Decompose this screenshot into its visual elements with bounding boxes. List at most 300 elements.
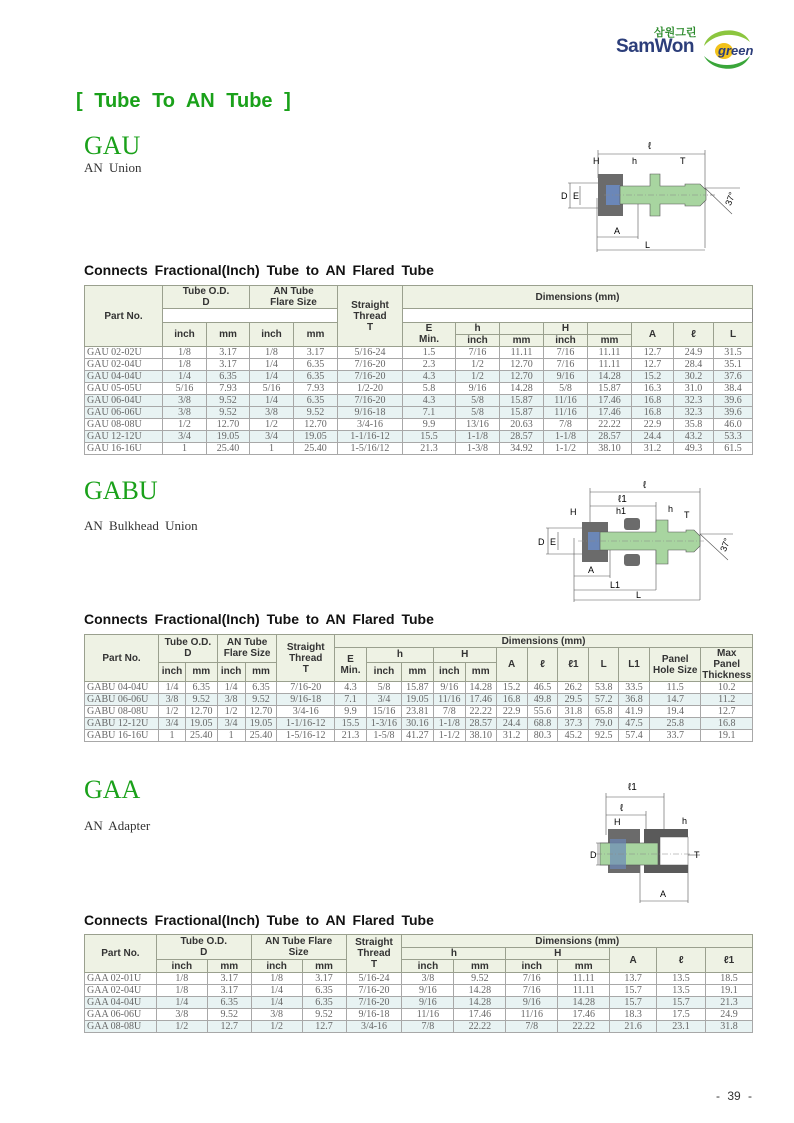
cell-e: 5.8 bbox=[403, 383, 456, 395]
th-panel-hole: Panel Hole Size bbox=[649, 648, 700, 682]
th-an-tube: AN Tube Flare Size bbox=[250, 286, 338, 309]
cell-l: 55.6 bbox=[527, 706, 558, 718]
cell-d_in: 1 bbox=[163, 443, 207, 455]
page-number: - 39 - bbox=[716, 1089, 753, 1103]
gaa-dim-A: A bbox=[660, 889, 667, 899]
cell-l1: 31.8 bbox=[705, 1021, 752, 1033]
th-part-no: Part No. bbox=[85, 286, 163, 347]
cell-l1: 24.9 bbox=[705, 1009, 752, 1021]
cell-H_mm: 11.11 bbox=[588, 347, 632, 359]
cell-d_in: 3/8 bbox=[163, 407, 207, 419]
cell-f_in: 1/4 bbox=[217, 682, 245, 694]
cell-h_mm: 15.87 bbox=[500, 407, 544, 419]
cell-e: 21.3 bbox=[403, 443, 456, 455]
gau-dim-A: A bbox=[614, 226, 621, 236]
cell-part: GAU 02-02U bbox=[85, 347, 163, 359]
th-h-mm: mm bbox=[500, 323, 544, 347]
table-row bbox=[85, 997, 753, 1009]
cell-part: GAU 02-04U bbox=[85, 359, 163, 371]
cell-l1: 37.3 bbox=[558, 718, 589, 730]
cell-h_mm: 14.28 bbox=[454, 985, 506, 997]
cell-a: 31.2 bbox=[496, 730, 527, 742]
cell-L: 79.0 bbox=[589, 718, 619, 730]
logo-brand-text: SamWon bbox=[616, 36, 694, 57]
product-code-gaa: GAA bbox=[84, 775, 141, 804]
cell-f_in: 3/8 bbox=[251, 1009, 302, 1021]
gabu-dim-h1: h1 bbox=[616, 506, 627, 516]
cell-f_mm: 7.93 bbox=[294, 383, 338, 395]
cell-H_in: 7/16 bbox=[544, 347, 588, 359]
cell-h_in: 1-3/16 bbox=[366, 718, 401, 730]
th-f-mm: mm bbox=[294, 323, 338, 347]
cell-t: 1-1/16-12 bbox=[277, 718, 335, 730]
gaa-table-body bbox=[85, 973, 753, 1033]
cell-h_in: 1-5/8 bbox=[366, 730, 401, 742]
th-thread: Straight Thread T bbox=[346, 935, 402, 973]
gabu-dim-angle: 37° bbox=[718, 536, 733, 553]
table-row bbox=[85, 718, 753, 730]
gaa-dim-H: H bbox=[614, 817, 621, 827]
cell-h_mm: 20.63 bbox=[500, 419, 544, 431]
th-l: ℓ bbox=[674, 323, 714, 347]
cell-h_mm: 41.27 bbox=[401, 730, 433, 742]
cell-part: GABU 06-06U bbox=[85, 694, 159, 706]
th-an-tube: AN Tube Flare Size bbox=[217, 635, 277, 663]
cell-H_mm: 17.46 bbox=[465, 694, 496, 706]
cell-h_mm: 23.81 bbox=[401, 706, 433, 718]
cell-d_mm: 12.70 bbox=[185, 706, 217, 718]
cell-t: 7/16-20 bbox=[338, 395, 403, 407]
cell-H_in: 1-1/2 bbox=[544, 443, 588, 455]
cell-H_in: 11/16 bbox=[433, 694, 465, 706]
cell-part: GAU 05-05U bbox=[85, 383, 163, 395]
cell-h_in: 1/2 bbox=[456, 359, 500, 371]
th-H-mm: mm bbox=[588, 323, 632, 347]
cell-H_mm: 14.28 bbox=[465, 682, 496, 694]
cell-l: 80.3 bbox=[527, 730, 558, 742]
cell-part: GABU 04-04U bbox=[85, 682, 159, 694]
cell-h_in: 7/8 bbox=[402, 1021, 454, 1033]
cell-part: GAU 06-04U bbox=[85, 395, 163, 407]
cell-a: 24.4 bbox=[496, 718, 527, 730]
cell-f_in: 1 bbox=[250, 443, 294, 455]
th-l1: ℓ1 bbox=[705, 948, 752, 973]
gau-table-caption: Connects Fractional(Inch) Tube to AN Flared Tube bbox=[84, 262, 434, 278]
th-l1: ℓ1 bbox=[558, 648, 589, 682]
cell-a: 16.8 bbox=[632, 407, 674, 419]
cell-d_in: 1/8 bbox=[156, 973, 207, 985]
cell-H_in: 9/16 bbox=[544, 371, 588, 383]
gau-dim-D: D bbox=[561, 191, 568, 201]
th-h-mm: mm bbox=[454, 960, 506, 973]
cell-H_in: 1-1/8 bbox=[433, 718, 465, 730]
gau-diagram bbox=[560, 138, 760, 256]
gaa-dim-T: T bbox=[694, 850, 700, 860]
th-tube-od: Tube O.D. D bbox=[159, 635, 218, 663]
th-L1: L1 bbox=[619, 648, 650, 682]
cell-h_mm: 12.70 bbox=[500, 371, 544, 383]
gabu-dim-E: E bbox=[550, 537, 557, 547]
gabu-dim-H: H bbox=[570, 507, 577, 517]
cell-t: 9/16-18 bbox=[277, 694, 335, 706]
cell-f_in: 3/8 bbox=[250, 407, 294, 419]
cell-part: GAA 06-06U bbox=[85, 1009, 157, 1021]
cell-d_in: 1/2 bbox=[156, 1021, 207, 1033]
cell-H_mm: 17.46 bbox=[558, 1009, 610, 1021]
cell-part: GAU 04-04U bbox=[85, 371, 163, 383]
cell-H_mm: 17.46 bbox=[588, 407, 632, 419]
cell-e: 15.5 bbox=[335, 718, 367, 730]
cell-l1: 45.2 bbox=[558, 730, 589, 742]
cell-d_mm: 9.52 bbox=[207, 407, 250, 419]
cell-L: 35.1 bbox=[714, 359, 753, 371]
cell-l: 17.5 bbox=[657, 1009, 706, 1021]
cell-f_in: 1/8 bbox=[251, 973, 302, 985]
th-h: h bbox=[402, 948, 506, 960]
cell-l: 46.5 bbox=[527, 682, 558, 694]
cell-f_mm: 19.05 bbox=[294, 431, 338, 443]
cell-e: 1.5 bbox=[403, 347, 456, 359]
cell-t: 9/16-18 bbox=[338, 407, 403, 419]
th-H-mm: mm bbox=[558, 960, 610, 973]
product-name-gau: AN Union bbox=[84, 160, 142, 175]
cell-part: GABU 08-08U bbox=[85, 706, 159, 718]
cell-d_in: 3/8 bbox=[163, 395, 207, 407]
gau-dim-H: H bbox=[593, 156, 600, 166]
cell-H_in: 1-1/2 bbox=[433, 730, 465, 742]
cell-d_mm: 3.17 bbox=[207, 359, 250, 371]
th-h: h bbox=[366, 648, 433, 663]
cell-part: GAA 08-08U bbox=[85, 1021, 157, 1033]
cell-f_in: 3/4 bbox=[250, 431, 294, 443]
th-f-inch: inch bbox=[251, 960, 302, 973]
cell-a: 22.9 bbox=[632, 419, 674, 431]
cell-l1: 26.2 bbox=[558, 682, 589, 694]
cell-d_in: 3/4 bbox=[159, 718, 186, 730]
gabu-dim-l: ℓ bbox=[643, 480, 647, 491]
cell-H_in: 7/8 bbox=[433, 706, 465, 718]
gabu-table-body bbox=[85, 682, 753, 742]
th-dimensions: Dimensions (mm) bbox=[402, 935, 753, 948]
cell-t: 7/16-20 bbox=[338, 371, 403, 383]
gaa-diagram bbox=[590, 775, 720, 903]
cell-H_mm: 38.10 bbox=[465, 730, 496, 742]
th-d-inch: inch bbox=[163, 323, 207, 347]
cell-H_mm: 22.22 bbox=[465, 706, 496, 718]
cell-d_in: 3/4 bbox=[163, 431, 207, 443]
cell-h_mm: 28.57 bbox=[500, 431, 544, 443]
cell-H_in: 11/16 bbox=[544, 395, 588, 407]
cell-d_mm: 6.35 bbox=[207, 997, 251, 1009]
cell-t: 1/2-20 bbox=[338, 383, 403, 395]
cell-h_in: 3/8 bbox=[402, 973, 454, 985]
th-A: A bbox=[496, 648, 527, 682]
product-name-gabu: AN Bulkhead Union bbox=[84, 518, 198, 533]
cell-a: 22.9 bbox=[496, 706, 527, 718]
cell-L: 92.5 bbox=[589, 730, 619, 742]
cell-L: 57.2 bbox=[589, 694, 619, 706]
th-thread: Straight Thread T bbox=[277, 635, 335, 682]
cell-f_mm: 25.40 bbox=[294, 443, 338, 455]
table-row bbox=[85, 407, 753, 419]
cell-d_mm: 9.52 bbox=[207, 395, 250, 407]
cell-f_in: 1/4 bbox=[251, 997, 302, 1009]
cell-f_in: 3/8 bbox=[217, 694, 245, 706]
cell-L: 39.6 bbox=[714, 407, 753, 419]
th-H: H bbox=[506, 948, 610, 960]
cell-d_mm: 6.35 bbox=[185, 682, 217, 694]
cell-e: 21.3 bbox=[335, 730, 367, 742]
gau-table-body bbox=[85, 347, 753, 455]
cell-t: 9/16-18 bbox=[346, 1009, 402, 1021]
cell-e: 9.9 bbox=[335, 706, 367, 718]
cell-H_in: 7/8 bbox=[544, 419, 588, 431]
gaa-dim-h: h bbox=[682, 816, 688, 826]
th-L: L bbox=[714, 323, 753, 347]
cell-t: 7/16-20 bbox=[277, 682, 335, 694]
cell-a: 15.2 bbox=[496, 682, 527, 694]
cell-l1: 31.8 bbox=[558, 706, 589, 718]
cell-H_in: 1-1/8 bbox=[544, 431, 588, 443]
cell-H_mm: 22.22 bbox=[588, 419, 632, 431]
cell-l: 32.3 bbox=[674, 407, 714, 419]
gau-dim-h: h bbox=[632, 156, 638, 166]
cell-h_mm: 19.05 bbox=[401, 694, 433, 706]
product-code-gabu: GABU bbox=[84, 476, 158, 505]
th-max-panel: Max Panel Thickness bbox=[702, 648, 752, 681]
cell-d_mm: 6.35 bbox=[207, 371, 250, 383]
table-row bbox=[85, 985, 753, 997]
gaa-dim-l1: ℓ1 bbox=[628, 782, 637, 793]
cell-h_mm: 9.52 bbox=[454, 973, 506, 985]
cell-h_in: 5/8 bbox=[456, 407, 500, 419]
gaa-dim-l: ℓ bbox=[620, 803, 624, 814]
cell-H_mm: 28.57 bbox=[588, 431, 632, 443]
cell-e: 4.3 bbox=[335, 682, 367, 694]
cell-L: 31.5 bbox=[714, 347, 753, 359]
cell-e: 2.3 bbox=[403, 359, 456, 371]
cell-a: 12.7 bbox=[632, 359, 674, 371]
cell-d_in: 3/8 bbox=[156, 1009, 207, 1021]
cell-mpt: 19.1 bbox=[701, 730, 753, 742]
cell-f_in: 1/2 bbox=[251, 1021, 302, 1033]
cell-h_mm: 15.87 bbox=[401, 682, 433, 694]
table-row bbox=[85, 347, 753, 359]
cell-part: GAU 08-08U bbox=[85, 419, 163, 431]
cell-h_in: 9/16 bbox=[456, 383, 500, 395]
table-row bbox=[85, 443, 753, 455]
cell-d_mm: 7.93 bbox=[207, 383, 250, 395]
cell-L: 61.5 bbox=[714, 443, 753, 455]
cell-f_mm: 6.35 bbox=[294, 359, 338, 371]
cell-l: 43.2 bbox=[674, 431, 714, 443]
section-title: [ Tube To AN Tube ] bbox=[76, 90, 291, 112]
product-code-gau: GAU bbox=[84, 131, 141, 160]
cell-l: 24.9 bbox=[674, 347, 714, 359]
cell-d_mm: 19.05 bbox=[207, 431, 250, 443]
cell-h_in: 1-1/8 bbox=[456, 431, 500, 443]
cell-t: 3/4-16 bbox=[338, 419, 403, 431]
samwon-logo bbox=[606, 22, 776, 74]
th-H: H bbox=[433, 648, 496, 663]
cell-h_in: 1/2 bbox=[456, 371, 500, 383]
table-row bbox=[85, 682, 753, 694]
th-L: L bbox=[589, 648, 619, 682]
table-row bbox=[85, 371, 753, 383]
cell-H_in: 7/16 bbox=[544, 359, 588, 371]
cell-a: 15.7 bbox=[610, 985, 657, 997]
cell-h_mm: 17.46 bbox=[454, 1009, 506, 1021]
cell-l1: 18.5 bbox=[705, 973, 752, 985]
gaa-spec-table bbox=[84, 934, 753, 1033]
cell-a: 16.3 bbox=[632, 383, 674, 395]
cell-d_in: 1/8 bbox=[163, 347, 207, 359]
cell-H_in: 7/16 bbox=[506, 973, 558, 985]
cell-d_in: 1/8 bbox=[156, 985, 207, 997]
cell-phs: 19.4 bbox=[649, 706, 700, 718]
cell-a: 13.7 bbox=[610, 973, 657, 985]
cell-mpt: 12.7 bbox=[701, 706, 753, 718]
th-d-inch: inch bbox=[159, 662, 186, 681]
th-h-inch: h inch bbox=[456, 323, 500, 347]
cell-f_in: 1/2 bbox=[217, 706, 245, 718]
cell-f_in: 5/16 bbox=[250, 383, 294, 395]
cell-L1: 41.9 bbox=[619, 706, 650, 718]
cell-f_mm: 3.17 bbox=[302, 973, 346, 985]
cell-f_mm: 25.40 bbox=[245, 730, 277, 742]
cell-h_mm: 12.70 bbox=[500, 359, 544, 371]
cell-H_mm: 14.28 bbox=[558, 997, 610, 1009]
cell-d_in: 1/4 bbox=[163, 371, 207, 383]
cell-phs: 33.7 bbox=[649, 730, 700, 742]
cell-h_mm: 15.87 bbox=[500, 395, 544, 407]
cell-f_mm: 6.35 bbox=[245, 682, 277, 694]
cell-h_mm: 34.92 bbox=[500, 443, 544, 455]
cell-e: 4.3 bbox=[403, 371, 456, 383]
table-row bbox=[85, 730, 753, 742]
cell-t: 3/4-16 bbox=[277, 706, 335, 718]
cell-e: 7.1 bbox=[403, 407, 456, 419]
cell-h_mm: 22.22 bbox=[454, 1021, 506, 1033]
cell-part: GABU 12-12U bbox=[85, 718, 159, 730]
th-d-mm: mm bbox=[207, 960, 251, 973]
cell-l1: 19.1 bbox=[705, 985, 752, 997]
th-tube-od: Tube O.D. D bbox=[156, 935, 251, 960]
th-f-inch: inch bbox=[250, 323, 294, 347]
logo-korean-text: 삼원그린 bbox=[654, 26, 697, 39]
cell-H_mm: 28.57 bbox=[465, 718, 496, 730]
th-h-mm: mm bbox=[401, 662, 433, 681]
cell-t: 1-5/16-12 bbox=[277, 730, 335, 742]
gabu-dim-L: L bbox=[636, 590, 642, 600]
cell-L1: 36.8 bbox=[619, 694, 650, 706]
th-dimensions: Dimensions (mm) bbox=[335, 635, 753, 648]
cell-d_mm: 12.7 bbox=[207, 1021, 251, 1033]
cell-h_in: 7/16 bbox=[456, 347, 500, 359]
table-row bbox=[85, 359, 753, 371]
cell-t: 5/16-24 bbox=[346, 973, 402, 985]
table-row bbox=[85, 694, 753, 706]
cell-f_in: 1/4 bbox=[250, 371, 294, 383]
cell-h_in: 1-3/8 bbox=[456, 443, 500, 455]
cell-t: 5/16-24 bbox=[338, 347, 403, 359]
cell-d_mm: 9.52 bbox=[207, 1009, 251, 1021]
cell-H_in: 11/16 bbox=[544, 407, 588, 419]
cell-H_in: 7/8 bbox=[506, 1021, 558, 1033]
cell-f_mm: 6.35 bbox=[294, 371, 338, 383]
cell-a: 18.3 bbox=[610, 1009, 657, 1021]
cell-part: GAU 12-12U bbox=[85, 431, 163, 443]
table-row bbox=[85, 706, 753, 718]
gau-dim-T: T bbox=[680, 156, 686, 166]
gabu-dim-h: h bbox=[668, 504, 674, 514]
cell-h_in: 11/16 bbox=[402, 1009, 454, 1021]
cell-h_mm: 30.16 bbox=[401, 718, 433, 730]
th-H-inch: H inch bbox=[544, 323, 588, 347]
cell-l: 23.1 bbox=[657, 1021, 706, 1033]
cell-d_mm: 3.17 bbox=[207, 347, 250, 359]
cell-L: 38.4 bbox=[714, 383, 753, 395]
th-d-inch: inch bbox=[156, 960, 207, 973]
cell-h_in: 5/8 bbox=[456, 395, 500, 407]
th-f-inch: inch bbox=[217, 662, 245, 681]
cell-l: 49.3 bbox=[674, 443, 714, 455]
cell-t: 7/16-20 bbox=[346, 985, 402, 997]
cell-mpt: 16.8 bbox=[701, 718, 753, 730]
cell-l: 49.8 bbox=[527, 694, 558, 706]
gabu-table-caption: Connects Fractional(Inch) Tube to AN Flared Tube bbox=[84, 611, 434, 627]
gabu-dim-D: D bbox=[538, 537, 545, 547]
cell-t: 3/4-16 bbox=[346, 1021, 402, 1033]
cell-d_in: 1/2 bbox=[163, 419, 207, 431]
cell-a: 15.2 bbox=[632, 371, 674, 383]
cell-part: GAA 04-04U bbox=[85, 997, 157, 1009]
cell-f_in: 1/2 bbox=[250, 419, 294, 431]
th-h-inch: inch bbox=[402, 960, 454, 973]
cell-h_mm: 14.28 bbox=[454, 997, 506, 1009]
cell-l: 30.2 bbox=[674, 371, 714, 383]
gaa-table-caption: Connects Fractional(Inch) Tube to AN Flared Tube bbox=[84, 912, 434, 928]
cell-mpt: 10.2 bbox=[701, 682, 753, 694]
cell-H_mm: 11.11 bbox=[558, 973, 610, 985]
logo-suffix-text: green bbox=[718, 43, 754, 58]
th-l: ℓ bbox=[657, 948, 706, 973]
table-row bbox=[85, 431, 753, 443]
cell-a: 16.8 bbox=[632, 395, 674, 407]
th-l: ℓ bbox=[527, 648, 558, 682]
cell-h_mm: 14.28 bbox=[500, 383, 544, 395]
cell-h_in: 3/4 bbox=[366, 694, 401, 706]
cell-h_in: 5/8 bbox=[366, 682, 401, 694]
cell-l: 32.3 bbox=[674, 395, 714, 407]
cell-d_mm: 25.40 bbox=[207, 443, 250, 455]
gabu-dim-L1: L1 bbox=[610, 580, 621, 590]
cell-H_in: 7/16 bbox=[506, 985, 558, 997]
cell-phs: 11.5 bbox=[649, 682, 700, 694]
cell-L: 53.8 bbox=[589, 682, 619, 694]
cell-h_in: 9/16 bbox=[402, 997, 454, 1009]
gau-dim-L: L bbox=[645, 240, 651, 250]
gabu-dim-T: T bbox=[684, 510, 690, 520]
cell-a: 16.8 bbox=[496, 694, 527, 706]
cell-f_mm: 6.35 bbox=[294, 395, 338, 407]
cell-L: 53.3 bbox=[714, 431, 753, 443]
th-d-mm: mm bbox=[185, 662, 217, 681]
cell-L: 37.6 bbox=[714, 371, 753, 383]
th-tube-od: Tube O.D. D bbox=[163, 286, 250, 309]
cell-L: 46.0 bbox=[714, 419, 753, 431]
gaa-dim-D: D bbox=[590, 850, 597, 860]
